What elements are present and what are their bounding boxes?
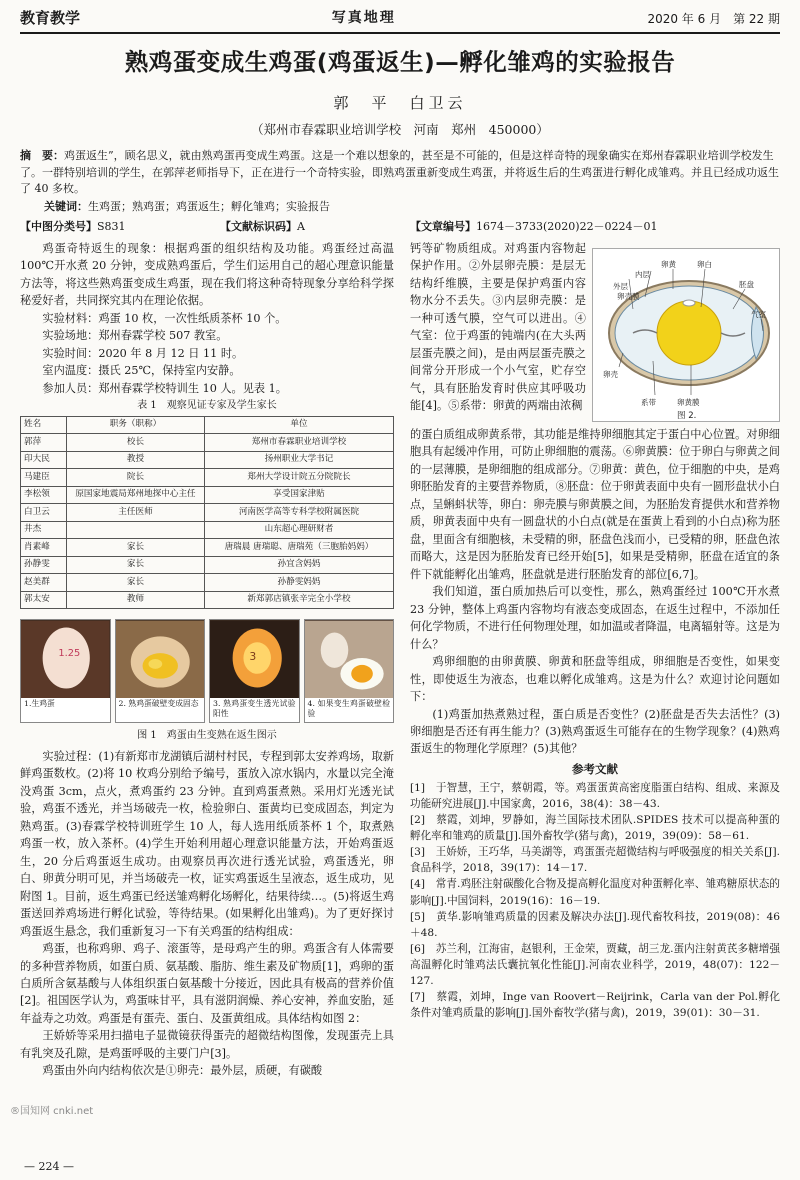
egg-nutrition-paragraph: 鸡蛋，也称鸡卵、鸡子、滚蛋等，是母鸡产生的卵。鸡蛋含有人体需要的多种营养物质，如蛋白质、氨基酸、脂肪、维生素及矿物质[1]，鸡卵的蛋白质所含氨基酸与人体组织蛋白氨基酸十分接近，因此具有极高的营养价值[2]。祖国医学认为，鸡蛋味甘平，具有滋阴润燥、养心安神，养血安胎，延年益寿之功效。鸡蛋是有蛋壳、蛋白、及蛋黄组成。具体结构如图 2： [20,942,394,1025]
photo-caption: 3. 熟鸡蛋变生透光试验阳性 [210,698,299,722]
table-row [21,434,394,452]
table-header-cell: 单位 [205,416,394,434]
raw-egg-image [21,620,110,700]
table-caption: 表 1 观察见证专家及学生家长 [137,400,277,412]
figure-1-caption: 图 1 鸡蛋由生变熟在返生图示 [137,730,277,742]
table-cell: 印大民 [21,451,67,469]
reference-item: [4] 常青.鸡胚注射碳酸化合物及提高孵化温度对种蛋孵化率、雏鸡糖原状态的影响[J].中国饲料，2019(16)：16－19. [410,878,780,907]
participants: 参加人员：郑州春霖学校特训生 10 人。见表 1。 [42,381,287,395]
keywords [44,198,780,215]
table-cell: 校长 [67,434,205,452]
abstract-label: 摘 要： [20,149,64,162]
table-cell: 郑州市春霖职业培训学校 [205,434,394,452]
keywords-text: 生鸡蛋；熟鸡蛋；鸡蛋返生；孵化雏鸡；实验报告 [88,200,330,213]
egg-mark-text: 3 [249,650,257,664]
label-yolk-membrane: 卵黄膜 [677,398,700,407]
label-shell: 卵壳 [603,370,618,379]
references-heading: 参考文献 [572,761,618,776]
journal-section: 教育教学 [20,9,81,28]
label-albumen: 卵白 [697,260,712,269]
table-cell: 原国家地震局郑州地探中心主任 [67,486,205,504]
table-cell: 家长 [67,539,205,557]
doc-code-label: 【文献标识码】 [220,220,297,233]
table-cell: 马建臣 [21,469,67,487]
structure-start-paragraph: 鸡蛋由外向内结构依次是①卵壳：最外层，质硬，有碳酸 [42,1064,323,1078]
figure-2-caption: 图 2. [677,411,697,421]
table-cell: 郭萍 [21,434,67,452]
label-inner-membrane: 内层 [635,270,650,279]
photo-strip [20,619,394,723]
temperature: 室内温度：摄氏 25℃，保持室内安静。 [42,364,241,378]
intro-paragraph: 鸡蛋奇特返生的现象：根据鸡蛋的组织结构及功能。鸡蛋经过高温 100℃开水煮 20 分钟，变成熟鸡蛋后，学生们运用自己的超心理意识能量方法等，将这些熟鸡蛋变成生鸡蛋，现在我们将这种奇特现象分享给科学探秘爱好者，共同探究其内在理论依据。 [20,242,394,308]
table-row [21,451,394,469]
photo-caption: 4. 如果变生鸡蛋破壁检验 [305,698,394,722]
table-cell: 李松领 [21,486,67,504]
affiliation: （郑州市春霖职业培训学校 河南 郑州 450000） [251,122,549,137]
table-row [21,521,394,539]
materials: 实验材料：鸡蛋 10 枚，一次性纸质茶杯 10 个。 [42,311,287,325]
label-air-cell: 气室 [751,310,766,319]
table-cell: 享受国家津贴 [205,486,394,504]
table-cell [67,521,205,539]
photo-caption: 2. 熟鸡蛋破壁变成固态 [116,698,205,722]
abstract-text: 鸡蛋返生”，顾名思义，就由熟鸡蛋再变成生鸡蛋。这是一个难以想象的，甚至是不可能的，但是这样奇特的现象确实在郑州春霖职业培训学校发生了。一群特别培训的学生，在郭萍老师指导下，正在进行一个奇特实验，即熟鸡蛋重新变成生鸡蛋，并将返生后的生鸡蛋进行孵化成雏鸡。并且已经成功返生了 40 多枚。 [20,149,779,196]
page-number: — 224 — [24,1160,74,1173]
cooked-egg-image [116,620,205,700]
photo-caption: 1.生鸡蛋 [21,698,110,722]
article-number-label: 【文章编号】 [410,220,476,233]
venue: 实验场地：郑州春霖学校 507 教室。 [42,329,228,343]
table-header-cell: 职务（职称） [67,416,205,434]
article-title: 熟鸡蛋变成生鸡蛋(鸡蛋返生)—孵化雏鸡的实验报告 [124,48,676,76]
structure-text-top: 钙等矿物质组成。对鸡蛋内容物起保护作用。②外层卵壳膜：是层无结构纤维膜，主要是保护鸡蛋内容物水分不丢失。③内层卵壳膜：是一种可透气膜，空气可以进出。④气室：位于鸡蛋的钝端内(在大头两层蛋壳膜之间)，是由两层蛋壳膜之间常分开形成一个小气室，贮存空气，具有胚胎发育时供应其呼吸功能[4]。⑤系带：卵黄的两端由浓稠 [410,242,586,413]
page-header [20,6,780,34]
table-cell: 唐瑞晨 唐瑞聪、唐瑞苑（三胞胎妈妈） [205,539,394,557]
photo-cooked-egg [115,619,206,723]
table-cell: 院长 [67,469,205,487]
table-cell: 教授 [67,451,205,469]
reference-item: [5] 黄华.影响雏鸡质量的因素及解决办法[J].现代畜牧科技，2019(08)：46＋48. [410,910,780,939]
egg-cell-paragraph: 鸡卵细胞的由卵黄膜、卵黄和胚盘等组成，卵细胞是否变性，如果变性，即使返生为液态，也难以孵化成雏鸡。这是为什么？欢迎讨论问题如下： [410,655,780,704]
translucent-egg-image [210,620,299,700]
eggshell-paragraph: 王娇娇等采用扫描电子显微镜获得蛋壳的超微结构图像，发现蛋壳上具有乳突及孔隙，是鸡蛋呼吸的主要门户[3]。 [20,1029,394,1060]
label-shell-membrane: 卵壳膜 [617,292,640,301]
authors: 郭 平 白卫云 [333,94,467,112]
table-cell: 家长 [67,574,205,592]
discussion-questions: (1)鸡蛋加热煮熟过程，蛋白质是否变性？(2)胚盘是否失去活性？(3)卵细胞是否还有再生能力？(3)熟鸡蛋返生可能存在的生物学现象？(4)熟鸡蛋返生的物理化学原理？(5)其他？ [410,707,780,756]
table-row [21,486,394,504]
clc-label: 【中图分类号】 [20,220,97,233]
table-cell: 井杰 [21,521,67,539]
table-row [21,591,394,609]
table-cell: 孙静雯 [21,556,67,574]
procedure-paragraph: 实验过程：(1)有新郑市龙湖镇后湖村村民，专程到郭太安养鸡场，取新鲜鸡蛋数枚。(2)将 10 枚鸡分别给予编号，蛋放入凉水锅内，水量以完全淹没鸡蛋 3cm，点火，煮鸡蛋约 23 分钟。直到鸡蛋煮熟。采用灯光透光试验，鸡蛋不透光，并当场破壳一枚，检验卵白、蛋黄均已变成固态，判定为熟鸡蛋。(3)春霖学校特训班学生 10 人，每人选用纸质茶杯 1 个，取煮熟鸡蛋一枚，放入茶杯。(4)学生开始利用超心理意识能量方法，开始鸡蛋返生，20 分后鸡蛋返生成功。由观察员再次进行透光试验，鸡蛋透光，卵白、卵黄分明可见，并当场破壳一枚，证实鸡蛋返生呈液态，返生成功，见附图 1。目前，返生鸡蛋已经送雏鸡孵化场孵化，结果待续…。(5)将返生鸡蛋送回养鸡场进行孵化试验，等待结果。(如果孵化出雏鸡)。为了更好探讨鸡蛋返生悬念，我们重新复习一下有关鸡蛋的结构组成： [20,749,394,938]
right-column [410,240,780,1021]
table-cell: 扬州职业大学书记 [205,451,394,469]
structure-text-rest: 的蛋白质组成卵黄系带，其功能是维持卵细胞其定于蛋白中心位置。对卵细胞具有起缓冲作用，可防止卵细胞的震荡。⑥卵黄膜：位于卵白与卵黄之间的一层薄膜，是卵细胞的组成部分。⑦卵黄：黄色，位于细胞的中央，是鸡卵胚胎发育的主要营养物质，⑧胚盘：位于卵黄表面中央有一圆形盘状小白点，呈蝌蚪状等，卵白：卵壳膜与卵黄膜之间，为胚胎发育提供水和营养物质，卵黄表面中央有一圆盘状的小白点(就是在蛋黄上看到的小白点)称为胚盘，里面含有细胞核，未受精的卵，胚盘色浅而小，已受精的卵，胚盘色浓而略大，这是因为胚胎发育已经开始[5]，如果是受精卵，胚盘在适宜的条件下就能孵化出雏鸡，胚盘就是进行胚胎发育的部位[6,7]。 [410,428,780,581]
label-chalaza: 系带 [641,398,656,407]
reference-item: [2] 蔡霞，刘坤，罗静如，海兰国际技术团队.SPIDES 技术可以提高种蛋的孵化率和雏鸡的质量[J].国外畜牧学(猪与禽)，2019，39(09)：58－61. [410,814,780,843]
table-cell: 山东超心理研财者 [205,521,394,539]
table-row [21,556,394,574]
left-column [20,240,394,1080]
table-cell: 主任医师 [67,504,205,522]
label-outer-membrane: 外层 [613,282,628,291]
article-number-value: 1674－3733(2020)22－0224－01 [476,220,658,233]
reference-item: [1] 于智慧，王宁，蔡朝霞，等。鸡蛋蛋黄高密度脂蛋白结构、组成、来源及功能研究进展[J].中国家禽，2016，38(4)：38－43. [410,781,780,810]
witness-table [20,416,394,610]
references [410,761,780,1021]
doc-code-value: A [297,220,305,233]
broken-egg-image [305,620,394,700]
table-cell: 孙静雯妈妈 [205,574,394,592]
table-cell: 孙宜含妈妈 [205,556,394,574]
classification-line [20,218,780,235]
table-row [21,574,394,592]
table-row [21,504,394,522]
journal-name: 写真地理 [331,10,396,27]
table-cell: 教师 [67,591,205,609]
table-cell: 郑州大学设计院五分院院长 [205,469,394,487]
photo-translucent-egg [209,619,300,723]
table-header-cell: 姓名 [21,416,67,434]
table-header-row [21,416,394,434]
table-cell: 郭太安 [21,591,67,609]
reference-item: [3] 王娇娇，王巧华，马美湖等，鸡蛋蛋壳超微结构与呼吸强度的相关关系[J].食品科学，2018，39(17)：14－17. [410,846,780,875]
issue-date: 2020 年 6 月 第 22 期 [647,11,780,26]
label-blastodisc: 胚盘 [739,280,754,289]
table-cell: 河南医学高等专科学校附属医院 [205,504,394,522]
label-yolk: 卵黄 [661,260,676,269]
table-row [21,469,394,487]
reference-item: [7] 蔡霞，刘坤，Inge van Roovert－Reijrink，Carla van der Pol.孵化条件对雏鸡质量的影响[J].国外畜牧学(猪与禽)，2019，39(01)：30－31. [410,991,780,1020]
structure-paragraph-wrap [410,240,586,426]
time: 实验时间：2020 年 8 月 12 日 11 时。 [42,346,244,360]
abstract [20,148,780,198]
table-cell: 新郑郭店镇张辛完全小学校 [205,591,394,609]
table-cell: 家长 [67,556,205,574]
table-cell: 白卫云 [21,504,67,522]
structure-paragraph-rest [410,426,780,583]
photo-broken-egg [304,619,395,723]
cnki-watermark: ®国知网 cnki.net [10,1106,94,1117]
keywords-label: 关键词： [44,200,88,213]
egg-mark-text: 1.25 [58,648,81,660]
table-cell: 赵美群 [21,574,67,592]
table-cell: 肖素峰 [21,539,67,557]
clc-value: S831 [97,220,126,233]
denaturation-paragraph: 我们知道，蛋白质加热后可以变性，那么，熟鸡蛋经过 100℃开水煮 23 分钟，整体上鸡蛋内容物均有液态变成固态，在返生过程中，不添加任何化学物质，不进行任何物理处理，如加温或者降温，电离辐射等。这是为什么？ [410,585,780,651]
reference-item: [6] 苏兰利，江海宙，赵银利，王金荣，贾藏，胡三龙.蛋内注射黄芪多糖增强高温孵化时雏鸡法氏囊抗氧化性能[J].河南农业科学，2019，48(07)：122－127. [410,942,780,987]
photo-raw-egg [20,619,111,723]
table-row [21,539,394,557]
